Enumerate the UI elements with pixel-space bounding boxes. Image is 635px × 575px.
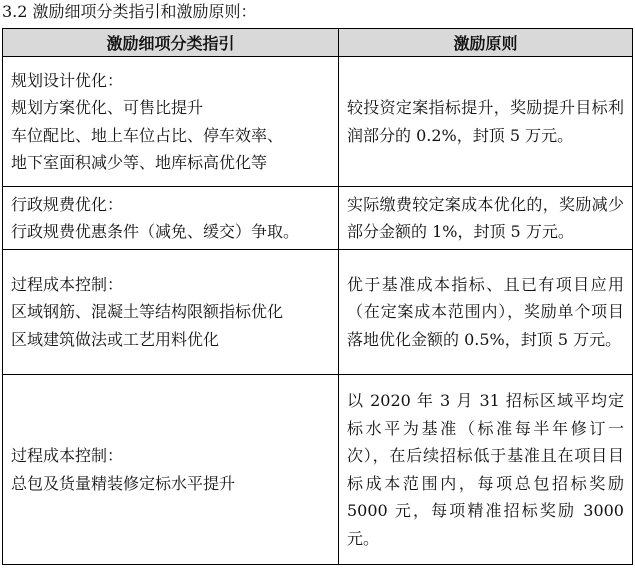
category-line: 地下室面积减少等、地库标高优化等 [11,153,268,172]
table-header-row [3,29,633,57]
category-line: 区域建筑做法或工艺用料优化 [11,329,220,349]
table-row [3,375,633,565]
category-line: 过程成本控制： [11,446,124,465]
principle-cell [339,187,633,250]
incentive-table [2,28,633,565]
category-cell [3,57,339,187]
principle-text: 较投资定案指标提升，奖励提升目标利润部分的 0.2%，封顶 5 万元。 [347,98,624,145]
category-line: 车位配比、地上车位占比、停车效率、 [11,125,284,145]
table-row [3,250,633,375]
principle-text: 以 2020 年 3 月 31 招标区域平均定标水平为基准（标准每半年修订一次），在后续招标低于基准且在项目目标成本范围内，每项总包招标奖励 5000 元，每项精准招标奖励 3000 元。 [347,391,624,548]
category-line: 过程成本控制： [11,274,124,294]
header-category: 激励细项分类指引 [3,29,339,57]
category-line: 行政规费优惠条件（减免、缓交）争取。 [11,222,300,241]
table-row [3,187,633,250]
category-line: 区域钢筋、混凝土等结构限额指标优化 [11,302,284,322]
category-cell [3,187,339,250]
principle-cell [339,375,633,565]
category-line: 总包及货量精装修定标水平提升 [11,473,236,493]
principle-cell [339,57,633,187]
category-line: 规划设计优化： [11,70,124,90]
category-line: 规划方案优化、可售比提升 [11,98,204,117]
category-cell [3,250,339,375]
table-row [3,57,633,187]
principle-text: 优于基准成本指标、且已有项目应用（在定案成本范围内），奖励单个项目落地优化金额的 0.5%，封顶 5 万元。 [347,274,624,349]
category-cell [3,375,339,565]
principle-cell [339,250,633,375]
section-title: 3.2 激励细项分类指引和激励原则： [2,2,257,21]
principle-text: 实际缴费较定案成本优化的，奖励减少部分金额的 1%，封顶 5 万元。 [347,194,624,241]
header-principle: 激励原则 [339,29,633,57]
category-line: 行政规费优化： [11,194,124,214]
